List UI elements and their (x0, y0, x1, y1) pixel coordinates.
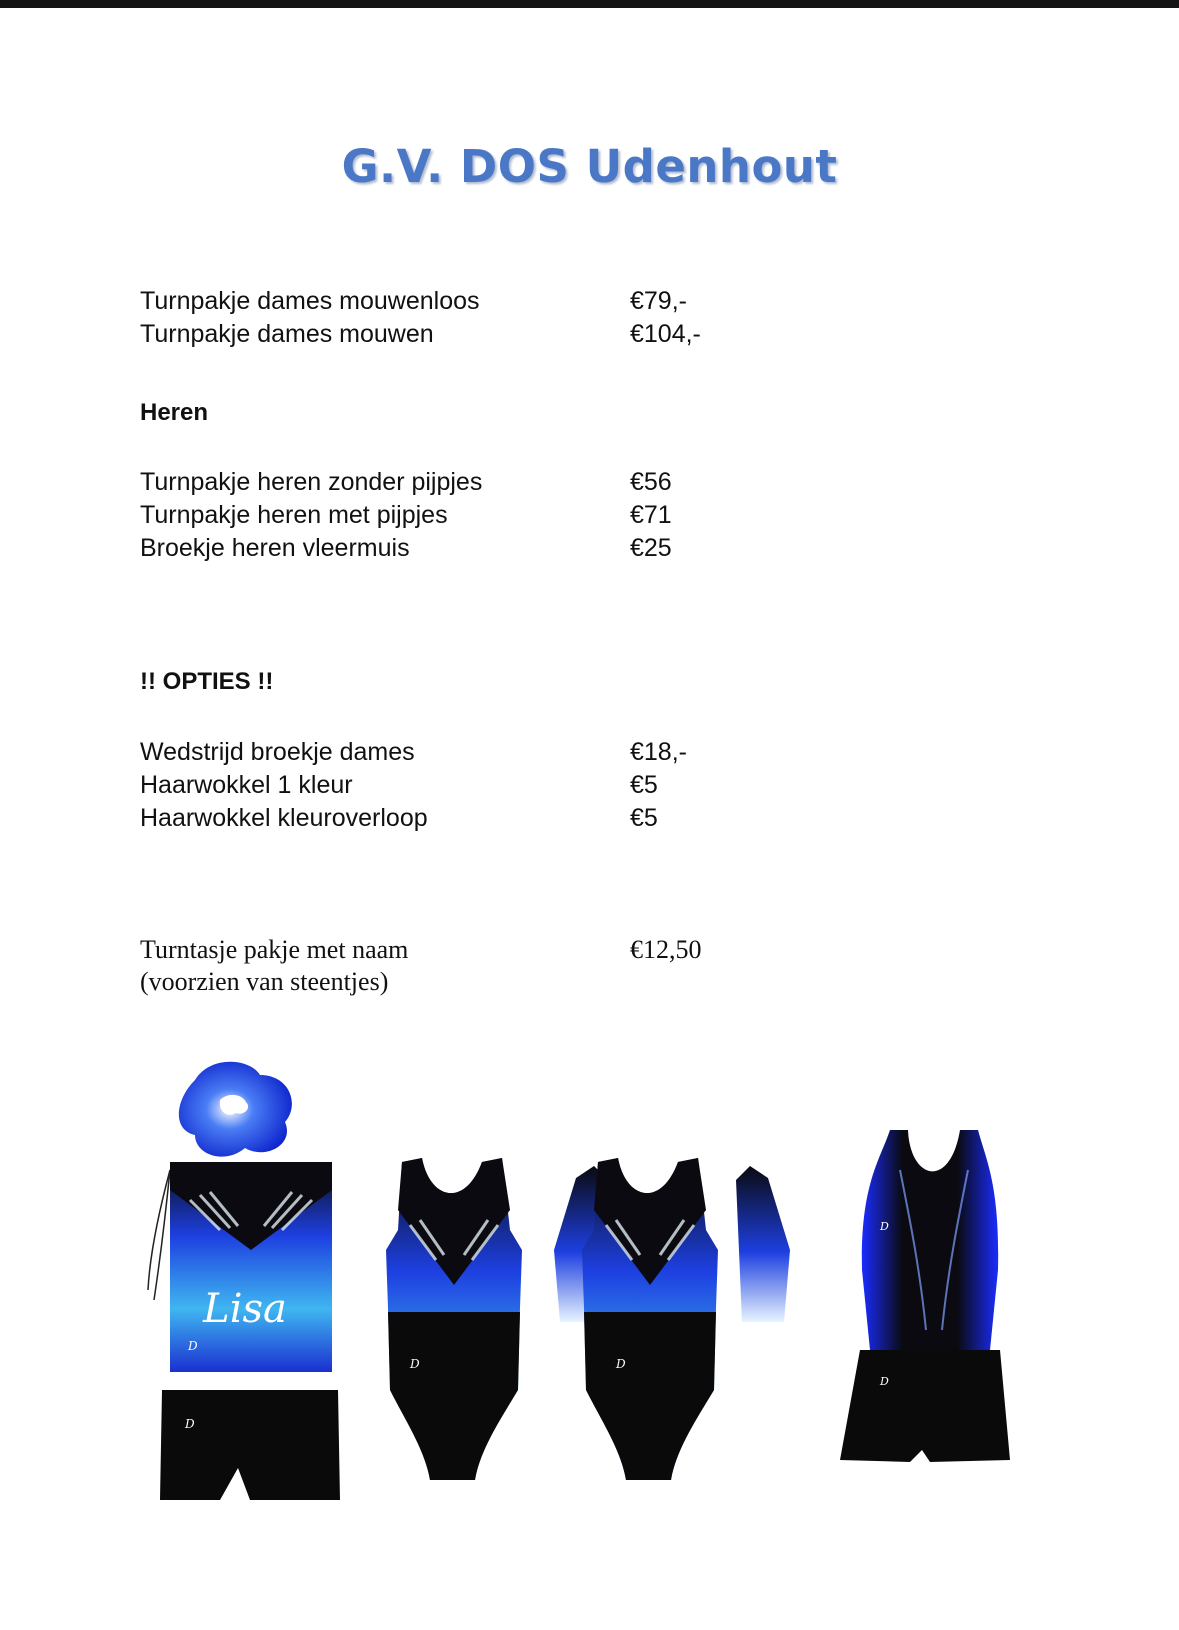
logo-mark: D (616, 1357, 626, 1371)
item-price: €12,50 (630, 935, 702, 964)
item-price: €71 (630, 501, 672, 529)
item-name: Turntasje pakje met naam (140, 935, 409, 964)
item-name: Haarwokkel kleuroverloop (140, 804, 428, 832)
item-name: Turnpakje dames mouwenloos (140, 287, 480, 315)
logo-mark: D (188, 1339, 198, 1353)
item-price: €5 (630, 771, 658, 799)
item-price: €104,- (630, 320, 701, 348)
product-illustrations (140, 1050, 1050, 1570)
item-price: €18,- (630, 738, 687, 766)
mens-leotard-illustration (840, 1130, 1010, 1462)
item-note: (voorzien van steentjes) (140, 967, 389, 996)
scrunchie-illustration (179, 1062, 292, 1157)
item-name: Turnpakje heren zonder pijpjes (140, 468, 483, 496)
section-heading-heren: Heren (140, 399, 209, 426)
item-name: Turnpakje dames mouwen (140, 320, 434, 348)
logo-mark: D (880, 1220, 889, 1233)
item-name: Wedstrijd broekje dames (140, 738, 415, 766)
item-price: €56 (630, 468, 672, 496)
shorts-illustration (160, 1390, 340, 1500)
logo-mark: D (185, 1417, 195, 1431)
item-price: €25 (630, 534, 672, 562)
item-price: €5 (630, 804, 658, 832)
logo-mark: D (880, 1375, 889, 1388)
item-name: Haarwokkel 1 kleur (140, 771, 353, 799)
leotard-long-sleeves-illustration (554, 1158, 790, 1480)
item-price: €79,- (630, 287, 687, 315)
item-name: Broekje heren vleermuis (140, 534, 410, 562)
top-bar (0, 0, 1179, 8)
bag-illustration (148, 1162, 332, 1372)
logo-mark: D (410, 1357, 420, 1371)
section-heading-opties: !! OPTIES !! (140, 668, 274, 695)
leotard-sleeveless-illustration (386, 1158, 522, 1480)
bag-name: Lisa (203, 1286, 287, 1332)
item-name: Turnpakje heren met pijpjes (140, 501, 448, 529)
page-title: G.V. DOS Udenhout (341, 140, 838, 193)
